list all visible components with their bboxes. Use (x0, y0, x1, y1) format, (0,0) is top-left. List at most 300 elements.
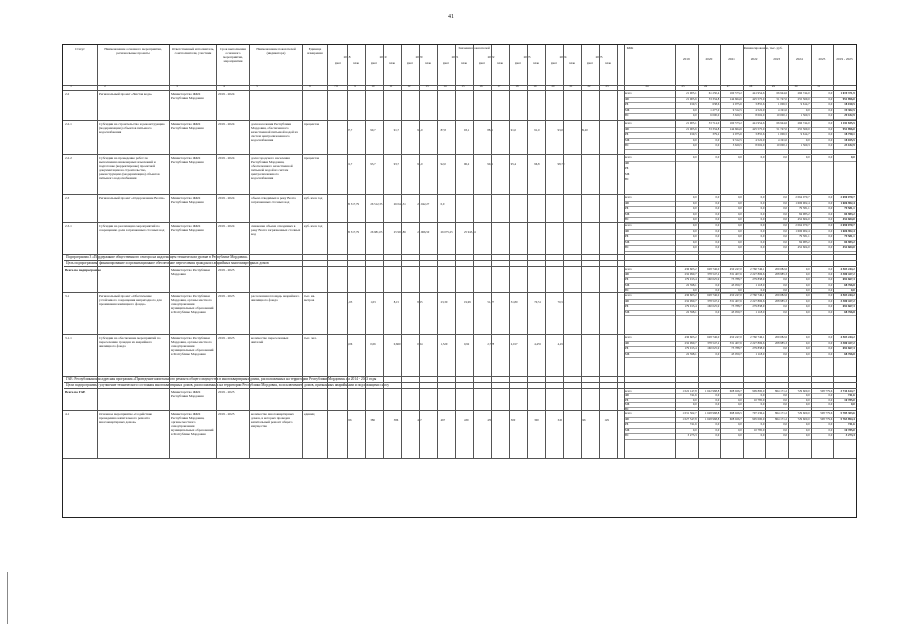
fin-row-line (624, 357, 856, 358)
fin-value: 21 905,1 (686, 121, 697, 125)
fin-value: 2 690 070,7 (840, 223, 855, 227)
column-number: 29 (771, 85, 775, 88)
fin-value: 0,0 (828, 245, 833, 250)
fin-value: 0,0 (783, 304, 787, 309)
hdr-plan-fact: план (424, 62, 432, 65)
indicator-value: 87,8 (440, 128, 446, 132)
fin-value: 3 380 427,2 (840, 340, 855, 345)
fin-row-line (624, 161, 856, 162)
fin-value: 51 747,0 (776, 96, 787, 101)
indicator-value: 70,51 (534, 300, 541, 304)
fin-value: 0,0 (805, 137, 810, 142)
fin-value: 0,0 (715, 228, 720, 233)
fin-value: 3 620,5 (732, 143, 742, 148)
column-divider (491, 45, 492, 458)
fin-value: 0,0 (805, 422, 810, 427)
fin-value: 0,0 (715, 195, 720, 199)
fin-value: 0,0 (828, 402, 833, 407)
indicator-value: 98,70 (557, 162, 565, 166)
fin-value: 0,0 (715, 234, 720, 239)
column-divider (509, 45, 510, 458)
fin-value: 741,6 (689, 422, 697, 427)
hdr-plan-fact: план (460, 62, 468, 65)
fin-value: 0,0 (828, 121, 833, 125)
row-name: Региональный проект «Чистая вода» (99, 92, 153, 96)
fin-value: 1 560,3 (800, 143, 810, 148)
fin-value: 1 628 968,8 (704, 411, 720, 415)
column-divider (473, 45, 474, 458)
fin-value: 0,0 (783, 195, 787, 199)
fin-value: 1 006,5 (777, 132, 787, 137)
fin-value: 0,0 (760, 217, 765, 222)
fin-source-label: ФБ (625, 272, 630, 277)
fin-value: 729 600,0 (797, 389, 810, 393)
fin-value: 232 990,7 (684, 298, 697, 303)
fin-row-line (624, 439, 856, 440)
fin-value: 0,0 (715, 433, 720, 438)
fin-value: 4 191,0 (777, 137, 787, 142)
fin-source-label: РБ (625, 166, 629, 171)
fin-value: 160 025,9 (707, 346, 720, 351)
fin-value: 0,0 (783, 287, 787, 292)
column-number: 28 (749, 85, 753, 88)
fin-value: 0,0 (828, 346, 833, 351)
fin-value: 452 604,0 (797, 217, 810, 222)
fin-value: 0,0 (828, 195, 833, 199)
hdr-indicator-values: Значения показателей (458, 46, 490, 50)
hdr-executor: Ответственный исполнитель, соисполнители, участник (171, 47, 215, 55)
indicator-value: 467 (440, 418, 446, 422)
fin-value: 508 779,6 (820, 389, 833, 393)
fin-value: 0,0 (738, 211, 742, 216)
fin-value: 0,0 (738, 239, 742, 244)
fin-value: 0,0 (828, 217, 833, 222)
indicator-value: 96,0 (417, 162, 423, 166)
column-number: 22 (587, 85, 591, 88)
fin-value: 0,0 (738, 195, 742, 199)
column-number: 23 (605, 85, 609, 88)
fin-value: 864 171,2 (774, 389, 787, 393)
fin-source-label: МБ (625, 309, 630, 314)
fin-value: 18 010,5 (844, 102, 855, 107)
hdr-fin-year: 2022 (750, 57, 758, 61)
column-number: 8 (336, 85, 338, 88)
hdr-plan-fact: факт (514, 62, 521, 65)
column-divider (365, 45, 366, 458)
indicator-value: 23,30 (440, 300, 448, 304)
fin-value: 53 334,8 (708, 96, 720, 101)
fin-value: 208 985,3 (774, 340, 787, 345)
indicator-value: 0,0 (440, 202, 445, 206)
fin-value: 0,0 (828, 267, 833, 271)
fin-value: 0,0 (692, 228, 697, 233)
fin-value: 0,0 (805, 287, 810, 292)
fin-value: 331 407,6 (729, 298, 742, 303)
fin-value: 425 575,0 (752, 96, 765, 101)
fin-value: 0,0 (715, 245, 720, 250)
fin-value: 2 690 070,7 (840, 195, 855, 199)
fin-source-label: ФБ (625, 200, 630, 205)
hdr-indicator: Наименование показателей (индикатора) (256, 47, 296, 55)
fin-value: 0,0 (760, 206, 765, 211)
fin-value: 0,0 (828, 340, 833, 345)
fin-value: 51 747,0 (776, 126, 787, 131)
hdr-indicator-year: 2023 (523, 55, 531, 59)
fin-value: 1 118,0 (755, 351, 765, 356)
fin-source-label: ФБ (625, 393, 630, 398)
indicator-value: 226 (347, 418, 352, 422)
fin-value: 425 575,0 (752, 126, 765, 131)
fin-value: 0,0 (805, 402, 810, 407)
fin-source-label: ВС (625, 217, 630, 222)
fin-source-label: всего (625, 335, 632, 339)
row-name: Региональный проект «Оздоровление Волги» (99, 196, 165, 200)
fin-value: 0,0 (715, 351, 720, 356)
row-deadline: 2019 - 2025 (218, 294, 235, 298)
table-header (63, 45, 856, 86)
table-row (63, 222, 856, 255)
indicator-value: 300 (534, 418, 539, 422)
fin-source-label: МБ (625, 211, 630, 216)
fin-source-label: ФБ (625, 160, 630, 165)
fin-value: 0,0 (738, 427, 742, 432)
fin-value: 378 547,2 (707, 272, 720, 277)
fin-value: 0,0 (738, 223, 742, 227)
fin-value: 209 082,6 (774, 267, 787, 271)
fin-value: 379,2 (712, 132, 720, 137)
row-name: Субсидии на строительство и реконструкцию (модернизацию) объектов питьевого водоснабжения (99, 122, 165, 134)
fin-value: 0,0 (715, 143, 720, 148)
fin-row-line (624, 315, 856, 316)
fin-value: 10 785,0 (753, 397, 765, 402)
fin-value: 266 744,0 (797, 121, 810, 125)
fin-value: 0,0 (783, 211, 787, 216)
fin-value: 0,0 (805, 346, 810, 351)
fin-value: 4 503 244,2 (840, 293, 855, 297)
indicator-value: 386 (393, 418, 399, 422)
fin-row-line (624, 407, 856, 408)
hdr-plan-fact: план (532, 62, 540, 65)
row-indicator: количество переселенных жителей (251, 336, 289, 344)
fin-value: 0,0 (783, 433, 787, 438)
fin-value: 0,0 (783, 277, 787, 282)
indicator-value: 246 (581, 418, 586, 422)
fin-value: 9 312,5 (732, 137, 742, 142)
fin-value: 608 926,7 (729, 389, 742, 393)
fin-value: 208 985,3 (774, 298, 787, 303)
hdr-plan-fact: план (352, 62, 360, 65)
table-row (63, 90, 856, 121)
total-deadline: 2019 - 2025 (218, 268, 235, 272)
fin-value: 0,0 (805, 335, 810, 339)
hdr-financing: Финансирование, тыс. руб. (743, 46, 783, 50)
indicator-value: 87,7 (347, 128, 353, 132)
fin-value: 0,0 (738, 402, 742, 407)
fin-value: 0,0 (828, 132, 833, 137)
fin-value: 0,0 (692, 137, 697, 142)
column-number: 11 (389, 85, 393, 88)
fin-source-label: МБ (625, 239, 630, 244)
fin-value: 0,0 (692, 402, 697, 407)
fin-source-label: всего (625, 155, 632, 159)
row-indicator: доля населения Республики Мордовия, обеспеченного качественной питьевой водой из систем централизованного водоснабжения (251, 122, 298, 142)
column-divider (698, 45, 699, 458)
fin-value: 160 025,9 (707, 277, 720, 282)
column-number: 7 (334, 85, 336, 88)
fin-value: 0,0 (715, 282, 720, 287)
row-deadline: 2019 - 2025 (218, 412, 235, 416)
fin-source-label: МБ (625, 171, 630, 176)
indicator-value: 4,45 (557, 342, 563, 346)
fin-value: 797 236,4 (752, 411, 765, 415)
fin-value: 0,0 (692, 245, 697, 250)
fin-value: 22 598,1 (686, 282, 697, 287)
subprogram-total-row (63, 266, 856, 293)
row-deadline: 2019 - 2024 (218, 92, 235, 96)
fin-value: 0,0 (805, 272, 810, 277)
fin-source-label: ФБ (625, 96, 630, 101)
row-indicator: объем отводимых в реку Волга загрязненных сточных вод (251, 196, 296, 204)
fin-row-line (624, 149, 856, 150)
indicator-value: 300 (510, 418, 516, 422)
gp-main-row (63, 410, 856, 459)
fin-value: 638,6 (712, 102, 720, 107)
fin-value: 628 746,0 (707, 293, 720, 297)
column-divider (617, 45, 618, 458)
fin-value: 255 569,0 (797, 126, 810, 131)
fin-value: 698 926,5 (729, 411, 742, 415)
column-number: 24 (645, 85, 649, 88)
row-unit: единиц (304, 412, 315, 416)
indicator-value: 26 517,79 (347, 202, 359, 206)
fin-value: 0,0 (828, 277, 833, 282)
fin-value: 919,5 (689, 102, 697, 107)
fin-value: 79 581,1 (799, 234, 810, 239)
column-divider (545, 45, 546, 458)
hdr-status: Статус (75, 47, 85, 51)
column-number: 2 (104, 85, 106, 88)
fin-source-label: РБ (625, 234, 629, 239)
fin-value: 0,0 (692, 206, 697, 211)
fin-source-label: РБ (625, 397, 629, 402)
indicator-value: 0,64 (417, 342, 423, 346)
fin-source-label: МБ (625, 107, 630, 112)
column-divider (169, 45, 170, 458)
fin-value: 0,0 (692, 427, 697, 432)
fin-value: 23 182,9 (844, 143, 855, 148)
fin-value: 255 569,0 (797, 96, 810, 101)
fin-value: 0,0 (715, 393, 720, 398)
fin-value: 864 171,2 (774, 411, 787, 415)
fin-value: 4 522,0 (755, 107, 765, 112)
column-number: 4 (223, 85, 225, 88)
hdr-fin-year: 2019 (682, 57, 690, 61)
row-name: Основное мероприятие «Содействие проведению капитального ремонта многоквартирных домов» (99, 412, 153, 424)
fin-source-label: всего (625, 121, 632, 125)
hdr-unit: Единица измерения (307, 47, 323, 55)
fin-value: 0,0 (783, 346, 787, 351)
fin-value: 209 082,6 (774, 293, 787, 297)
row-executor: Министерство ЖКХ Республики Мордовия (171, 224, 204, 232)
fin-value: 331 407,6 (729, 272, 742, 277)
fin-value: 1 622 968,8 (704, 389, 720, 393)
hdr-indicator-year: 2019 (379, 55, 387, 59)
fin-value: 0,0 (760, 195, 765, 199)
fin-value: 0,0 (715, 287, 720, 292)
fin-value: 1 628 968,8 (704, 416, 720, 421)
fin-value: 0,0 (783, 206, 787, 211)
column-number: 30 (794, 85, 798, 88)
fin-source-label: МБ (625, 427, 630, 432)
column-divider (743, 45, 744, 458)
fin-value: 22 598,1 (686, 351, 697, 356)
fin-source-label: РБ (625, 346, 629, 351)
fin-value: 0,0 (692, 217, 697, 222)
fin-value: 0,0 (692, 239, 697, 244)
fin-value: 0,0 (715, 217, 720, 222)
hdr-kbk: КБК (626, 46, 634, 50)
fin-value: 508 779,6 (820, 416, 833, 421)
fin-value: 0,0 (805, 340, 810, 345)
fin-value: 9 614,7 (800, 102, 810, 107)
fin-value: 995 000,0 (752, 416, 765, 421)
column-divider (249, 45, 250, 458)
fin-source-label: МБ (625, 402, 630, 407)
fin-source-label: ВС (625, 177, 630, 182)
fin-value: 628 746,0 (707, 335, 720, 339)
column-number: 3 (176, 85, 178, 88)
fin-value: 79 581,1 (844, 206, 855, 211)
fin-value: 144 664,6 (729, 96, 742, 101)
row-executor: Министерство ЖКХ Республики Мордовия (171, 156, 204, 164)
gp-title: ГАЕ: Республиканская адресная программа «Проведение капитального ремонта общего имущества в многоквартирных домах, расположенных на территории Республики Мордовия» на 2014 - 2043 годы (64, 376, 857, 383)
table-row (63, 120, 856, 155)
fin-source-label: ВС (625, 143, 630, 148)
fin-value: 21 005,6 (686, 126, 697, 131)
fin-value: 2 760 746,1 (750, 267, 765, 271)
fin-value: 0,0 (760, 211, 765, 216)
fin-value: 0,0 (738, 287, 742, 292)
hdr-deadline: Срок выполнения основного мероприятия, мероприятия (220, 47, 246, 63)
fin-value: 279 838,9 (752, 277, 765, 282)
column-divider (383, 45, 384, 458)
indicator-value: 93,7 (393, 162, 400, 166)
row-status: 2.3 (65, 196, 70, 200)
fin-value: 378 547,2 (707, 340, 720, 345)
fin-value: 0,0 (738, 393, 742, 398)
indicator-value: 26 042,27 (417, 202, 430, 206)
row-indicator: снижение объема отводимых в реку Волга загрязненных сточных вод (251, 224, 301, 236)
indicator-value: 90,7 (370, 128, 376, 132)
fin-value: 0,0 (783, 155, 787, 159)
fin-source-label: РБ (625, 304, 629, 309)
fin-value: 452 604,0 (842, 217, 855, 222)
indicator-value: 91,0 (510, 128, 517, 132)
fin-value: 450 247,0 (729, 293, 742, 297)
indicator-value: 26 075,25 (440, 230, 453, 234)
indicator-value: 345 (557, 418, 563, 422)
fin-source-label: ВС (625, 433, 630, 438)
hdr-plan-fact: план (568, 62, 576, 65)
fin-value: 0,0 (783, 200, 787, 205)
margin-line (7, 572, 12, 624)
total-executor: Министерство Республики Мордовия (171, 268, 210, 276)
column-divider (527, 45, 528, 458)
fin-value: 0,0 (738, 155, 742, 159)
indicator-value: 1,529 (440, 342, 448, 346)
fin-value: 608 926,7 (729, 416, 742, 421)
fin-value: 53 334,8 (708, 126, 720, 131)
fin-value: 0,0 (828, 298, 833, 303)
indicator-value: 25 993,86 (393, 230, 406, 234)
fin-value: 2 760 746,1 (750, 293, 765, 297)
indicator-value: 91,7 (393, 128, 400, 132)
indicator-value: 467 (417, 418, 422, 422)
fin-value: 0,0 (760, 234, 765, 239)
program-table (62, 44, 857, 518)
column-divider (216, 45, 217, 458)
row-indicator: количество многоквартирных домов, в которых проведен капитальный ремонт общего имущества (251, 412, 294, 428)
fin-value: 0,0 (692, 223, 697, 227)
row-unit: тыс. чел. (304, 336, 317, 340)
fin-value: 0,0 (692, 143, 697, 148)
fin-value: 0,0 (805, 107, 810, 112)
fin-value: 0,0 (715, 200, 720, 205)
column-divider (97, 45, 98, 458)
fin-value: 0,0 (805, 393, 810, 398)
fin-value: 3 620,5 (732, 113, 742, 118)
fin-value: 0,0 (828, 113, 833, 118)
fin-value: 331 407,6 (729, 340, 742, 345)
fin-value: 1 006,5 (777, 102, 787, 107)
indicator-value: 129 (604, 418, 609, 422)
fin-value: 84 983,2 (844, 211, 855, 216)
fin-value: 10 785,0 (844, 397, 855, 402)
fin-value: 692 667,3 (842, 304, 855, 309)
indicator-value: 19,99 (464, 300, 471, 304)
column-number: 12 (407, 85, 411, 88)
fin-value: 66 944,6 (776, 91, 787, 95)
hdr-indicator-year: 2021 (451, 55, 459, 59)
hdr-plan-fact: план (604, 62, 612, 65)
fin-value: 4 503 244,2 (840, 267, 855, 271)
fin-value: 3 855,6 (755, 102, 765, 107)
row-name: Субсидии на реализацию мероприятий по сокращению доли загрязненных сточных вод (99, 224, 165, 232)
column-divider (811, 45, 812, 458)
fin-value: 0,0 (760, 228, 765, 233)
fin-value: 0,0 (828, 234, 833, 239)
fin-value: 8 002,0 (755, 113, 765, 118)
column-divider (347, 45, 348, 458)
fin-value: 1 606 902,4 (840, 200, 855, 205)
fin-value: 0,0 (783, 427, 787, 432)
indicator-value: 386 (370, 418, 375, 422)
row-name: Субсидии на обеспечение мероприятий по переселению граждан из аварийного жилищного фонда (99, 336, 161, 348)
fin-value: 0,0 (692, 287, 697, 292)
fin-value: 0,0 (760, 245, 765, 250)
column-number: 6 (309, 85, 311, 88)
row-indicator: расселенная площадь аварийного жилищного фонда (251, 294, 300, 302)
row-name: Региональный проект «Обеспечение устойчивого сокращения непригодного для проживания жилищного фонда» (99, 294, 162, 306)
fin-row-line (624, 251, 856, 252)
column-divider (765, 45, 766, 458)
fin-value: 0,0 (783, 422, 787, 427)
fin-source-label: ФБ (625, 228, 630, 233)
fin-value: 1 118,0 (755, 309, 765, 314)
fin-value: 160 573,2 (729, 91, 742, 95)
fin-source-label: РБ (625, 277, 629, 282)
fin-value: 0,0 (760, 402, 765, 407)
